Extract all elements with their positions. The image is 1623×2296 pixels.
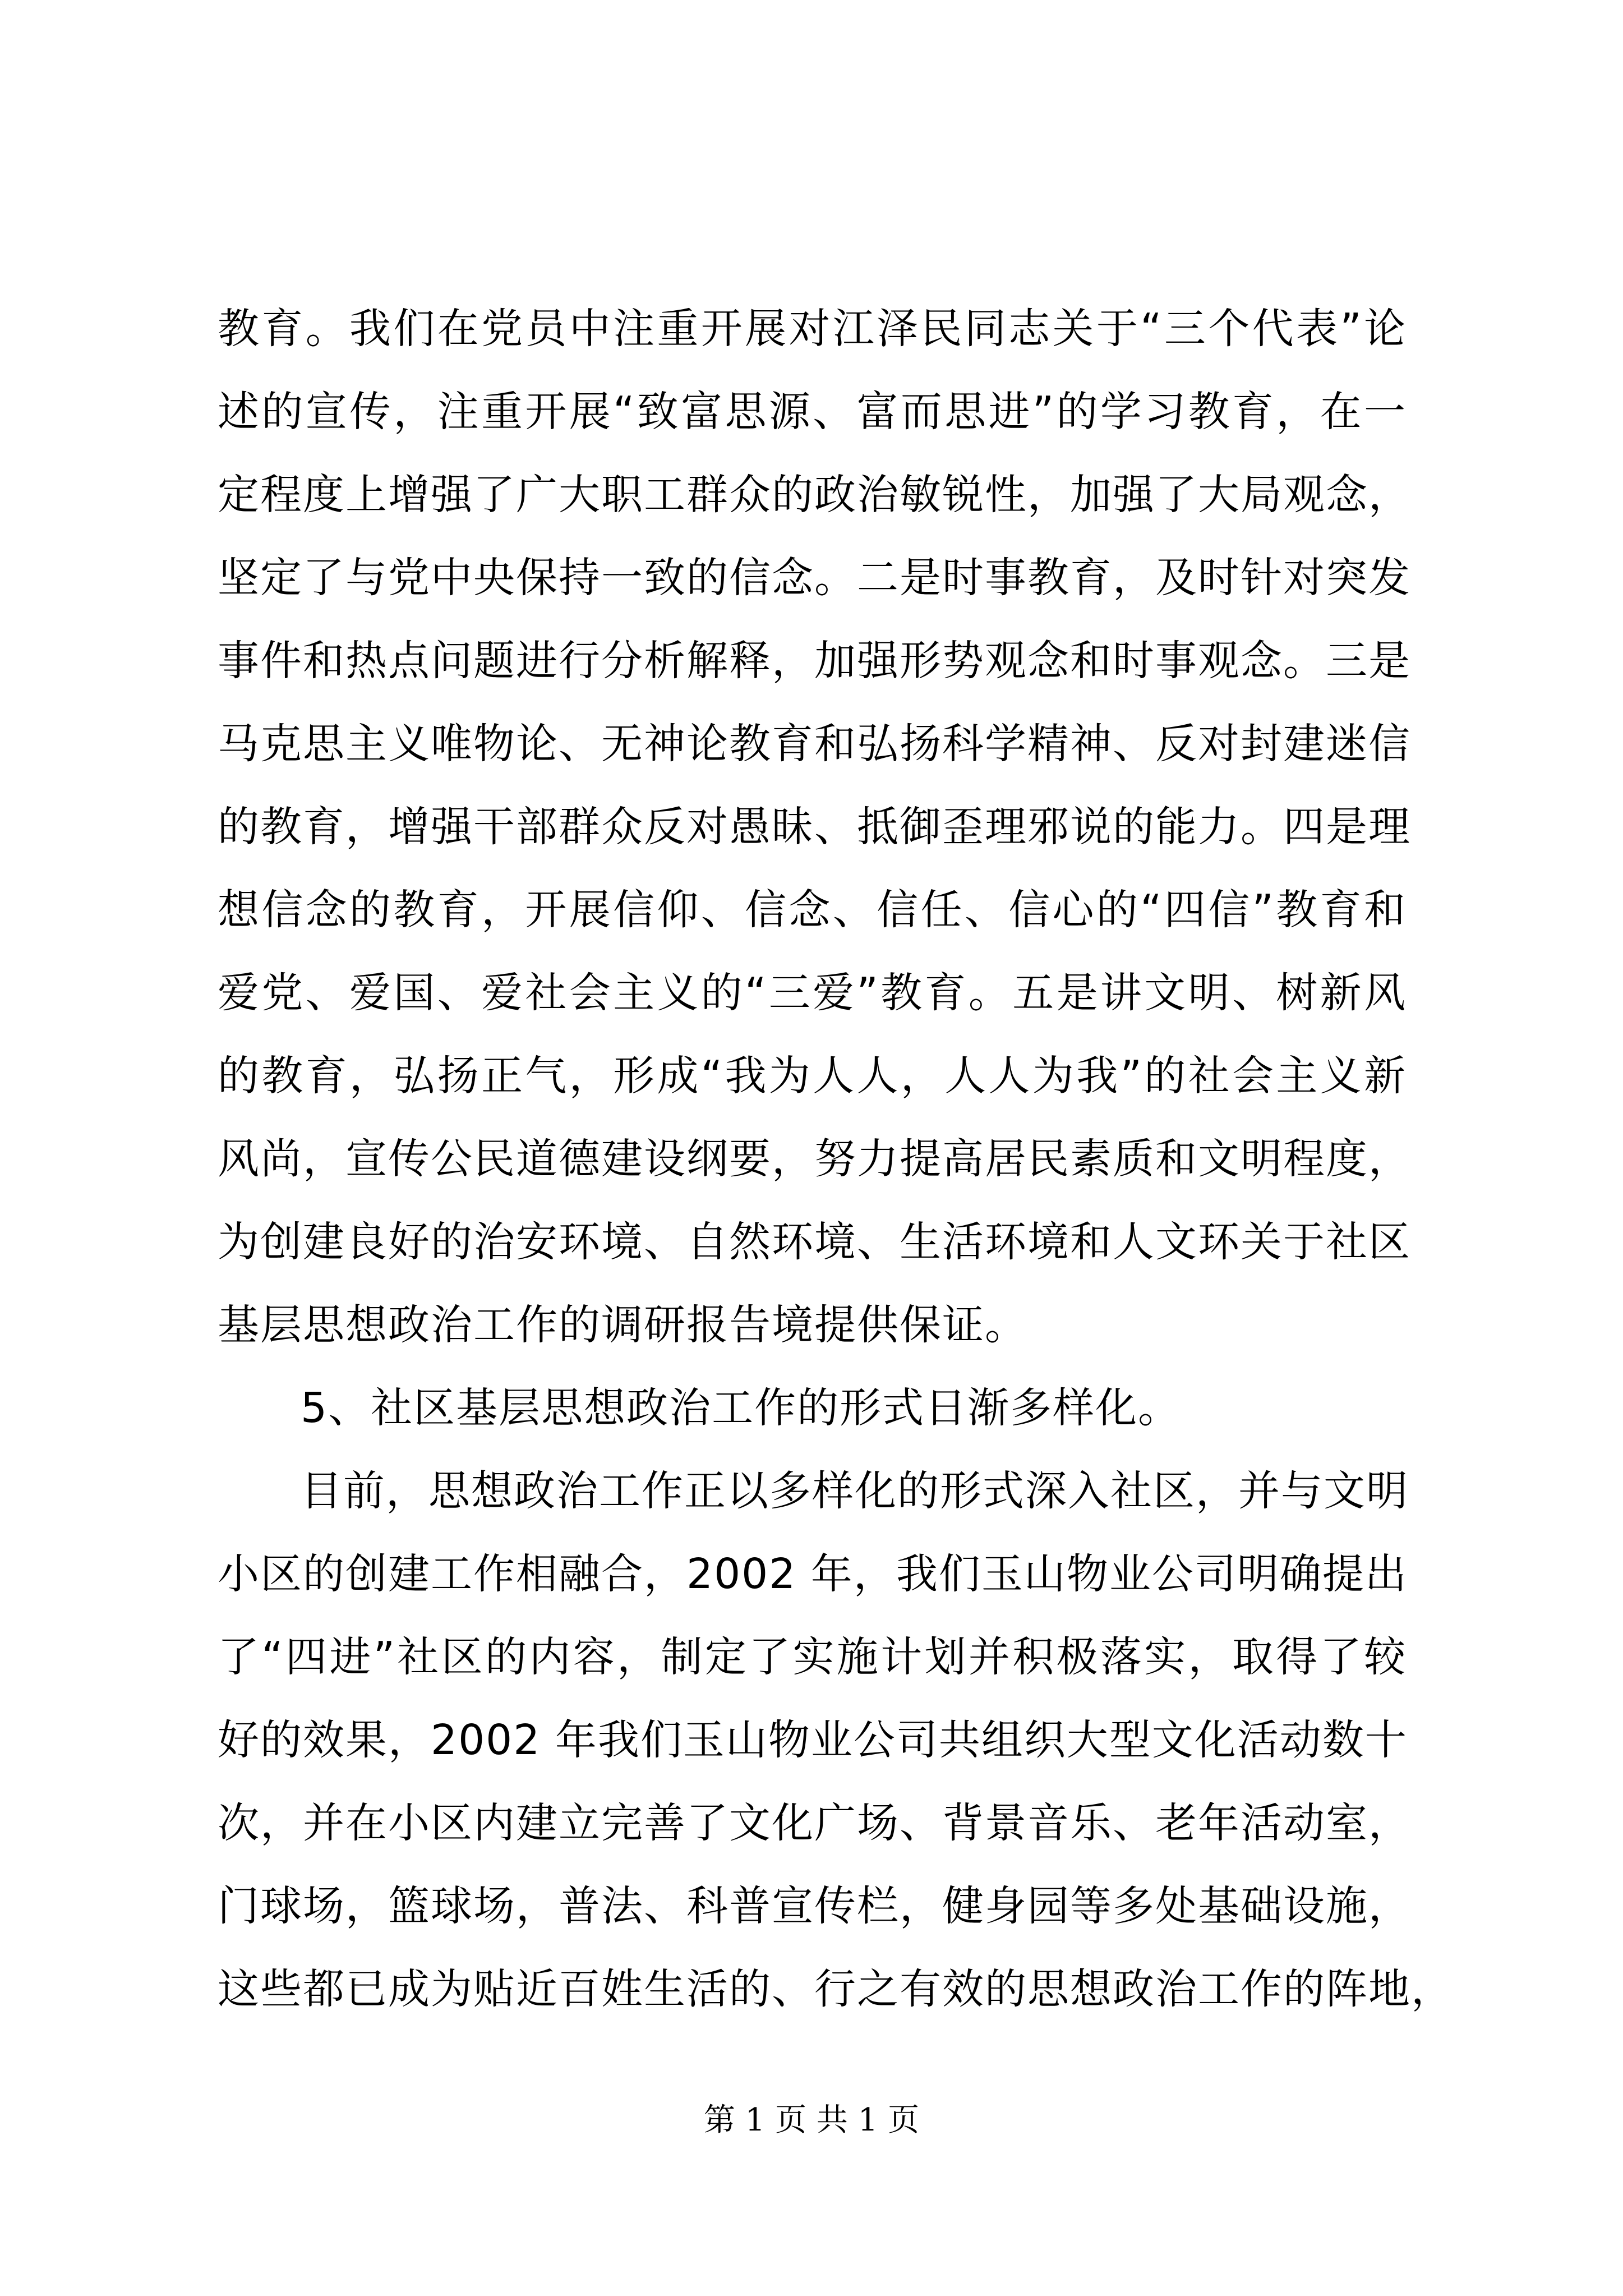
text-line-6: 马克思主义唯物论、无神论教育和弘扬科学精神、反对封建迷信 <box>218 720 1411 768</box>
text-line-12: 为创建良好的治安环境、自然环境、生活环境和人文环关于社区 <box>218 1218 1411 1266</box>
text-line-3: 定程度上增强了广大职工群众的政治敏锐性，加强了大局观念， <box>218 471 1411 519</box>
text-line-16: 小区的创建工作相融合，2002 年，我们玉山物业公司明确提出 <box>218 1550 1408 1598</box>
text-line-8: 想信念的教育，开展信仰、信念、信任、信心的“四信”教育和 <box>218 886 1407 934</box>
text-line-5: 事件和热点问题进行分析解释，加强形势观念和时事观念。三是 <box>218 637 1411 685</box>
page-number-footer: 第 1 页 共 1 页 <box>703 2102 920 2138</box>
document-body <box>218 287 1454 2031</box>
text-line-21: 这些都已成为贴近百姓生活的、行之有效的思想政治工作的阵地， <box>218 1965 1454 2013</box>
text-line-9: 爱党、爱国、爱社会主义的“三爱”教育。五是讲文明、树新风 <box>218 969 1407 1017</box>
text-line-11: 风尚，宣传公民道德建设纲要，努力提高居民素质和文明程度， <box>218 1135 1411 1183</box>
text-line-17: 了“四进”社区的内容，制定了实施计划并积极落实，取得了较 <box>218 1633 1407 1681</box>
text-line-15: 目前，思想政治工作正以多样化的形式深入社区，并与文明 <box>301 1467 1409 1515</box>
text-line-2: 述的宣传，注重开展“致富思源、富而思进”的学习教育，在一 <box>218 388 1407 436</box>
text-line-10: 的教育，弘扬正气，形成“我为人人，人人为我”的社会主义新 <box>218 1052 1407 1100</box>
text-line-4: 坚定了与党中央保持一致的信念。二是时事教育，及时针对突发 <box>218 554 1411 602</box>
text-line-13: 基层思想政治工作的调研报告境提供保证。 <box>218 1301 1027 1349</box>
text-line-20: 门球场，篮球场，普法、科普宣传栏，健身园等多处基础设施， <box>218 1882 1411 1930</box>
text-line-1: 教育。我们在党员中注重开展对江泽民同志关于“三个代表”论 <box>218 305 1407 353</box>
section-heading: 5、社区基层思想政治工作的形式日渐多样化。 <box>301 1384 1181 1432</box>
text-line-7: 的教育，增强干部群众反对愚昧、抵御歪理邪说的能力。四是理 <box>218 803 1411 851</box>
text-line-19: 次，并在小区内建立完善了文化广场、背景音乐、老年活动室， <box>218 1799 1411 1847</box>
text-line-18: 好的效果，2002 年我们玉山物业公司共组织大型文化活动数十 <box>218 1716 1408 1764</box>
